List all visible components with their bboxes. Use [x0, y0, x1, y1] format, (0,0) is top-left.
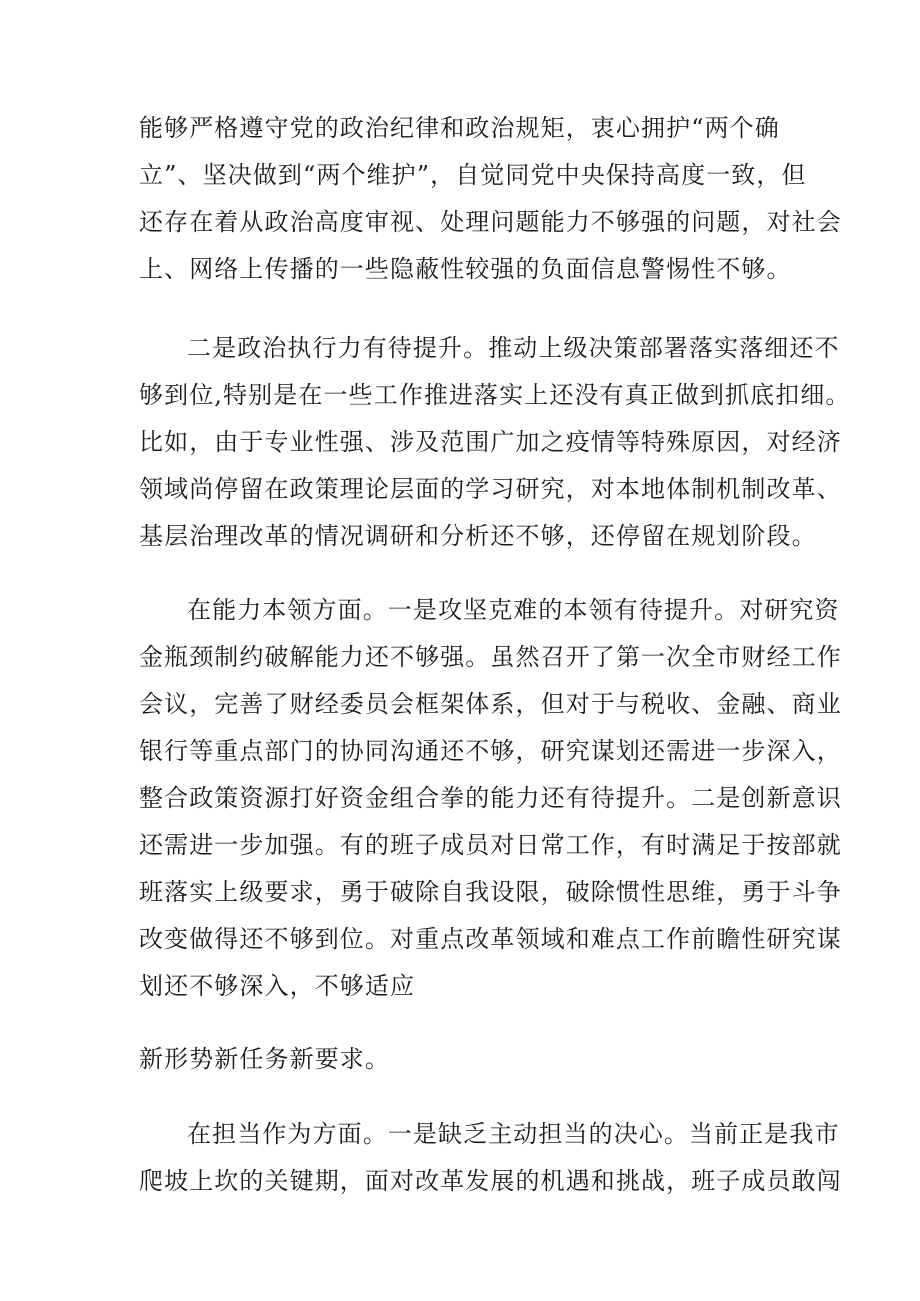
text-line-13: 银行等重点部门的协同沟通还不够，研究谋划还需进一步深入，: [139, 737, 842, 765]
text-line-1: 能够严格遵守党的政治纪律和政治规矩，衷心拥护“两个确: [139, 114, 780, 142]
text-line-12: 会议，完善了财经委员会框架体系，但对于与税收、金融、商业: [139, 690, 842, 718]
text-line-17: 改变做得还不够到位。对重点改革领域和难点工作前瞻性研究谋: [139, 925, 842, 953]
text-line-3: 还存在着从政治高度审视、处理问题能力不够强的问题，对社会: [139, 208, 842, 236]
text-line-15: 还需进一步加强。有的班子成员对日常工作，有时满足于按部就: [139, 831, 842, 859]
text-line-10: 在能力本领方面。一是攻坚克难的本领有待提升。对研究资: [187, 596, 840, 624]
text-line-9: 基层治理改革的情况调研和分析还不够，还停留在规划阶段。: [139, 522, 817, 550]
text-line-11: 金瓶颈制约破解能力还不够强。虽然召开了第一次全市财经工作: [139, 643, 842, 671]
text-line-16: 班落实上级要求，勇于破除自我设限，破除惯性思维，勇于斗争: [139, 878, 842, 906]
text-line-7: 比如，由于专业性强、涉及范围广加之疫情等特殊原因，对经济: [139, 428, 842, 456]
text-line-20: 在担当作为方面。一是缺乏主动担当的决心。当前正是我市: [187, 1120, 840, 1148]
text-line-19: 新形势新任务新要求。: [139, 1045, 390, 1073]
text-line-6: 够到位,特别是在一些工作推进落实上还没有真正做到抓底扣细。: [139, 381, 851, 409]
text-line-21: 爬坡上坎的关键期，面对改革发展的机遇和挑战，班子成员敢闯: [139, 1167, 842, 1195]
text-line-14: 整合政策资源打好资金组合拳的能力还有待提升。二是创新意识: [139, 784, 842, 812]
text-line-8: 领域尚停留在政策理论层面的学习研究，对本地体制机制改革、: [139, 475, 842, 503]
text-line-5: 二是政治执行力有待提升。推动上级决策部署落实落细还不: [187, 334, 840, 362]
text-line-4: 上、网络上传播的一些隐蔽性较强的负面信息警惕性不够。: [139, 255, 792, 283]
text-line-2: 立”、坚决做到“两个维护”，自觉同党中央保持高度一致，但: [139, 161, 807, 189]
text-line-18: 划还不够深入，不够适应: [139, 972, 416, 1000]
